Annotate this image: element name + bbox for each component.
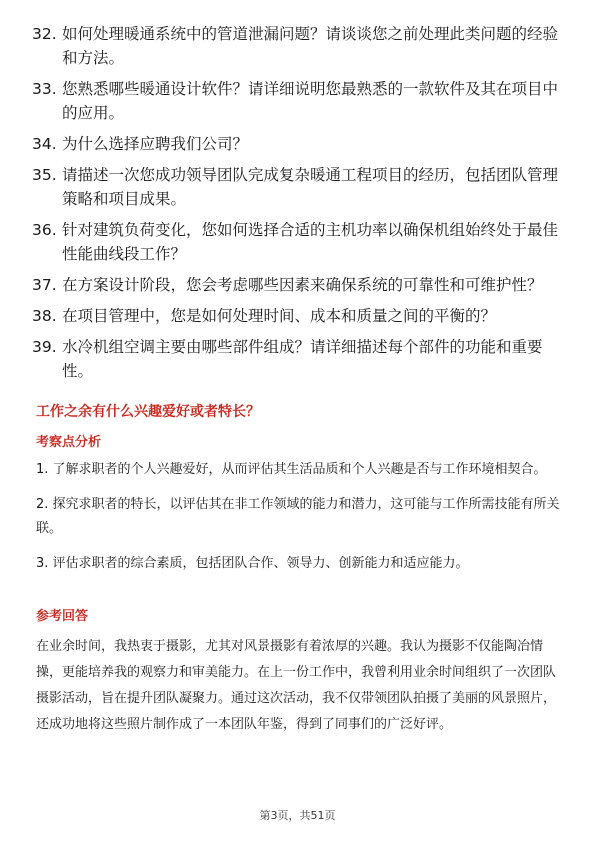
question-item [32, 218, 572, 266]
question-text: 在方案设计阶段，您会考虑哪些因素来确保系统的可靠性和可维护性？ [62, 276, 543, 294]
question-text: 为什么选择应聘我们公司？ [62, 135, 249, 153]
answer-heading: 参考回答 [36, 609, 89, 624]
question-text: 请描述一次您成功领导团队完成复杂暖通工程项目的经历，包括团队管理策略和项目成果。 [62, 166, 559, 208]
question-number: 38. [32, 307, 57, 325]
question-item [32, 132, 572, 156]
question-item [32, 163, 572, 211]
question-text: 您熟悉哪些暖通设计软件？请详细说明您最熟悉的一款软件及其在项目中的应用。 [62, 80, 559, 122]
question-text: 如何处理暖通系统中的管道泄漏问题？请谈谈您之前处理此类问题的经验和方法。 [62, 25, 559, 67]
question-number: 36. [32, 221, 57, 239]
question-number: 32. [32, 25, 57, 43]
analysis-points [36, 458, 564, 576]
analysis-point: 3. 评估求职者的综合素质，包括团队合作、领导力、创新能力和适应能力。 [36, 556, 469, 571]
question-list [32, 22, 572, 390]
question-text: 水冷机组空调主要由哪些部件组成？请详细描述每个部件的功能和重要性。 [62, 338, 543, 380]
question-text: 在项目管理中，您是如何处理时间、成本和质量之间的平衡的？ [62, 307, 497, 325]
question-item [32, 273, 572, 297]
question-item [32, 304, 572, 328]
question-text: 针对建筑负荷变化，您如何选择合适的主机功率以确保机组始终处于最佳性能曲线段工作？ [62, 221, 559, 263]
page-footer: 第3页，共51页 [259, 809, 336, 822]
question-number: 33. [32, 80, 57, 98]
answer-paragraph: 在业余时间，我热衷于摄影，尤其对风景摄影有着浓厚的兴趣。我认为摄影不仅能陶冶情操，更能培养我的观察力和审美能力。在上一份工作中，我曾利用业余时间组织了一次团队摄影活动，旨在提升团队凝聚力。通过这次活动，我不仅带领团队拍摄了美丽的风景照片，还成功地将这些照片制作成了一本团队年鉴，得到了同事们的广泛好评。 [36, 639, 557, 732]
question-item [32, 77, 572, 125]
question-number: 35. [32, 166, 57, 184]
analysis-heading: 考察点分析 [36, 435, 102, 450]
question-item [32, 22, 572, 70]
analysis-point: 1. 了解求职者的个人兴趣爱好，从而评估其生活品质和个人兴趣是否与工作环境相契合。 [36, 462, 547, 477]
question-number: 34. [32, 135, 57, 153]
question-number: 39. [32, 338, 57, 356]
question-number: 37. [32, 276, 57, 294]
question-item [32, 335, 572, 383]
analysis-point: 2. 探究求职者的特长，以评估其在非工作领域的能力和潜力，这可能与工作所需技能有所关联。 [36, 497, 560, 536]
section-heading: 工作之余有什么兴趣爱好或者特长？ [36, 404, 260, 420]
